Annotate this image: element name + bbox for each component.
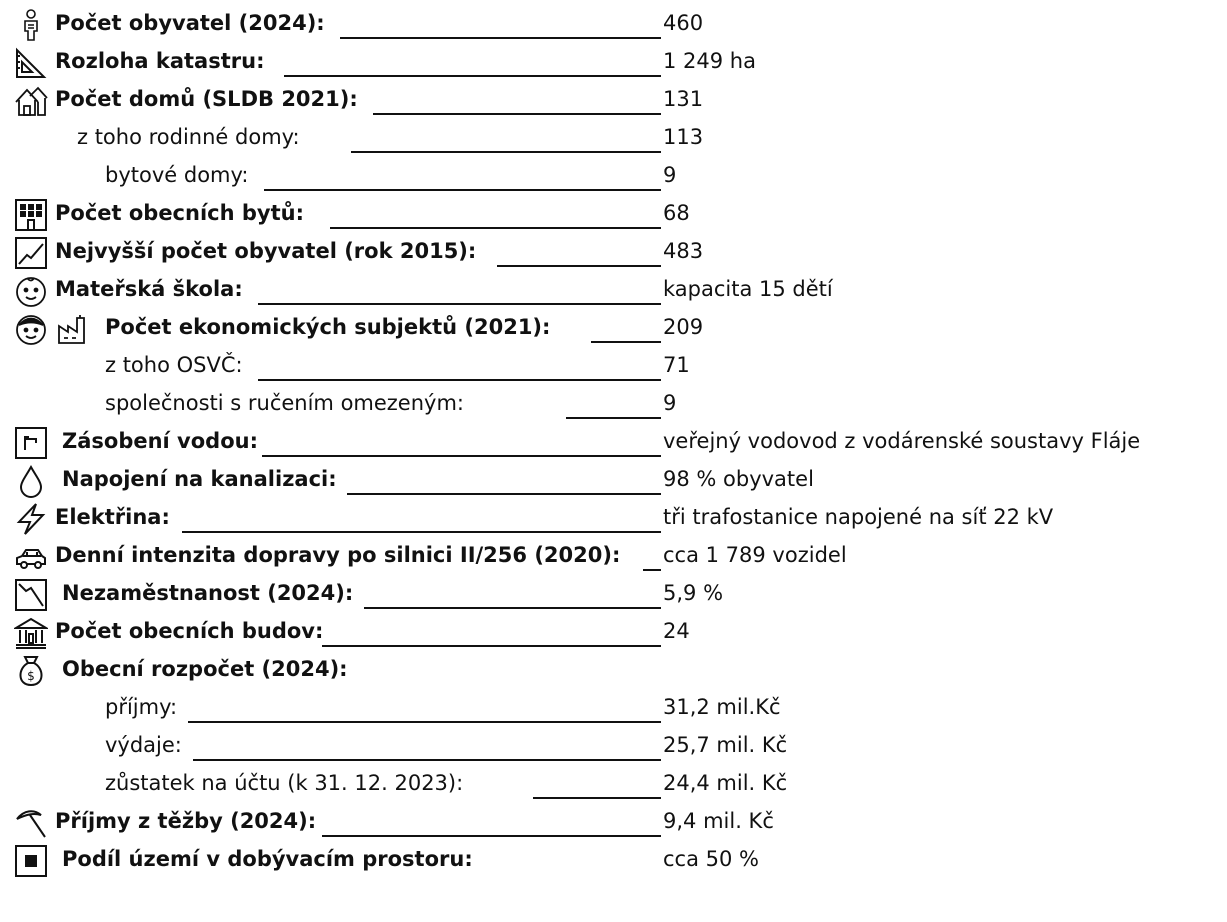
stat-label: Obecní rozpočet (2024):: [62, 657, 348, 681]
stat-row-apartment-houses: [0, 157, 1227, 195]
stat-value: 68: [663, 201, 690, 225]
dotted-leader: [322, 835, 661, 837]
stat-value: 131: [663, 87, 704, 111]
stat-value: cca 50 %: [663, 847, 759, 871]
stat-row-municipal-flats: [0, 195, 1227, 233]
person-icon: [14, 8, 48, 42]
stat-label: příjmy:: [105, 695, 178, 719]
stat-value: 9: [663, 163, 677, 187]
stat-value: 31,2 mil.Kč: [663, 695, 781, 719]
houses-icon: [14, 84, 48, 118]
apartment-building-icon: [14, 198, 48, 232]
stat-row-llc: [0, 385, 1227, 423]
stat-row-area: [0, 43, 1227, 81]
dotted-leader: [258, 303, 661, 305]
stat-row-economic-subjects: [0, 309, 1227, 347]
money-bag-icon: [14, 654, 48, 688]
stat-row-income: [0, 689, 1227, 727]
stat-label: výdaje:: [105, 733, 182, 757]
dotted-leader: [258, 379, 661, 381]
stat-value: kapacita 15 dětí: [663, 277, 833, 301]
stat-row-expenses: [0, 727, 1227, 765]
stat-row-balance: [0, 765, 1227, 803]
stat-value: 113: [663, 125, 704, 149]
dotted-leader: [643, 569, 661, 571]
stat-label: společnosti s ručením omezeným:: [105, 391, 464, 415]
stat-row-sewer: [0, 461, 1227, 499]
stat-row-houses: [0, 81, 1227, 119]
dotted-leader: [497, 265, 661, 267]
worker-face-icon: [14, 312, 48, 346]
stat-value: veřejný vodovod z vodárenské soustavy Fláje: [663, 429, 1141, 453]
stat-label: bytové domy:: [105, 163, 249, 187]
stat-row-mining-area: [0, 841, 1227, 879]
pickaxe-icon: [14, 806, 48, 840]
stat-row-water: [0, 423, 1227, 461]
stat-label: Počet obyvatel (2024):: [55, 11, 325, 35]
stat-label: z toho OSVČ:: [105, 353, 243, 377]
stat-label: Rozloha katastru:: [55, 49, 265, 73]
stat-row-max-population: [0, 233, 1227, 271]
stat-row-kindergarten: [0, 271, 1227, 309]
stat-value: 460: [663, 11, 704, 35]
car-icon: [14, 540, 48, 574]
stat-value: 24: [663, 619, 690, 643]
stat-label: Nezaměstnanost (2024):: [62, 581, 354, 605]
water-drop-icon: [14, 464, 48, 498]
dotted-leader: [340, 37, 661, 39]
dotted-leader: [330, 227, 661, 229]
dotted-leader: [188, 721, 661, 723]
stat-label: Počet obecních budov:: [55, 619, 324, 643]
dotted-leader: [347, 493, 661, 495]
stat-label: Počet domů (SLDB 2021):: [55, 87, 358, 111]
dotted-leader: [373, 113, 661, 115]
stat-value: 209: [663, 315, 704, 339]
stat-label: Zásobení vodou:: [62, 429, 258, 453]
stat-value: 9: [663, 391, 677, 415]
falling-chart-icon: [14, 578, 48, 612]
stat-value: 98 % obyvatel: [663, 467, 814, 491]
stat-label: z toho rodinné domy:: [77, 125, 300, 149]
dotted-leader: [322, 645, 661, 647]
stat-label: Počet ekonomických subjektů (2021):: [105, 315, 551, 339]
factory-icon: [56, 312, 90, 346]
boxed-square-icon: [14, 844, 48, 878]
dotted-leader: [193, 759, 661, 761]
water-tap-icon: [14, 426, 48, 460]
stat-value: 483: [663, 239, 704, 263]
dotted-leader: [284, 75, 661, 77]
stat-row-traffic: [0, 537, 1227, 575]
stat-label: Podíl území v dobývacím prostoru:: [62, 847, 473, 871]
stat-row-electricity: [0, 499, 1227, 537]
dotted-leader: [351, 151, 661, 153]
dotted-leader: [262, 455, 661, 457]
stat-value: tři trafostanice napojené na síť 22 kV: [663, 505, 1054, 529]
stat-row-municipal-buildings: [0, 613, 1227, 651]
dotted-leader: [533, 797, 661, 799]
stat-value: 25,7 mil. Kč: [663, 733, 788, 757]
public-building-icon: [14, 616, 48, 650]
stat-label: Denní intenzita dopravy po silnici II/256 (2020):: [55, 543, 621, 567]
rising-chart-icon: [14, 236, 48, 270]
stat-label: Napojení na kanalizaci:: [62, 467, 337, 491]
stat-row-self-employed: [0, 347, 1227, 385]
stat-row-mining-income: [0, 803, 1227, 841]
stat-value: 71: [663, 353, 690, 377]
stat-row-population: [0, 5, 1227, 43]
dotted-leader: [591, 341, 661, 343]
dotted-leader: [182, 531, 661, 533]
stat-label: zůstatek na účtu (k 31. 12. 2023):: [105, 771, 464, 795]
stat-row-family-houses: [0, 119, 1227, 157]
stat-label: Elektřina:: [55, 505, 170, 529]
dotted-leader: [364, 607, 661, 609]
svg-text:$: $: [27, 669, 35, 683]
stat-row-unemployment: [0, 575, 1227, 613]
stat-value: 9,4 mil. Kč: [663, 809, 774, 833]
baby-face-icon: [14, 274, 48, 308]
stat-value: 1 249 ha: [663, 49, 756, 73]
stat-value: cca 1 789 vozidel: [663, 543, 847, 567]
stat-label: Mateřská škola:: [55, 277, 243, 301]
stat-value: 24,4 mil. Kč: [663, 771, 788, 795]
stat-label: Příjmy z těžby (2024):: [55, 809, 317, 833]
dotted-leader: [566, 417, 661, 419]
set-square-icon: [14, 46, 48, 80]
dotted-leader: [264, 189, 661, 191]
stat-row-budget: [0, 651, 1227, 689]
stat-label: Nejvyšší počet obyvatel (rok 2015):: [55, 239, 477, 263]
stat-value: 5,9 %: [663, 581, 724, 605]
lightning-icon: [14, 502, 48, 536]
stat-label: Počet obecních bytů:: [55, 201, 304, 225]
